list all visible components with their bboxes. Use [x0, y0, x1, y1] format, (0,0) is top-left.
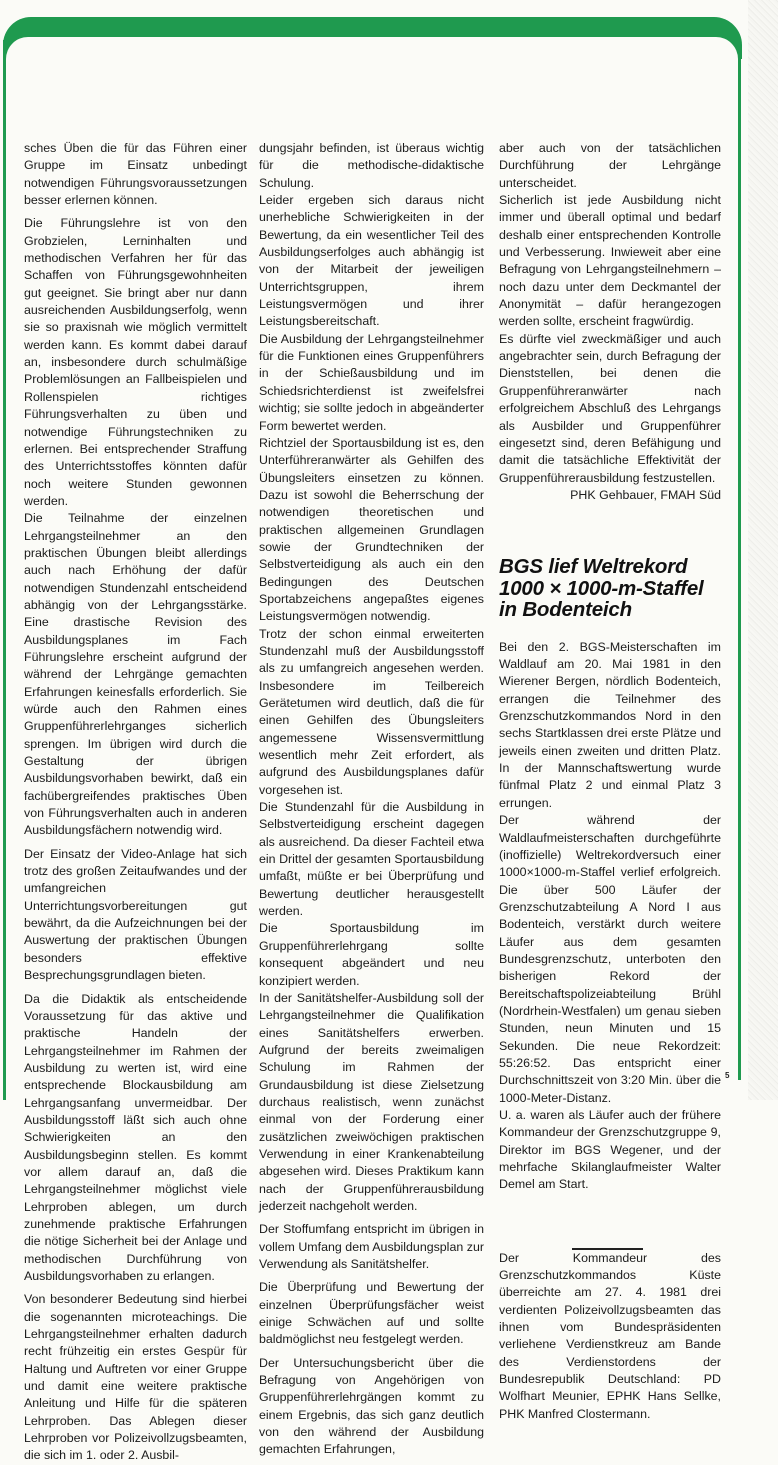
paragraph: U. a. waren als Läufer auch der frühere Kommandeur der Grenzschutzgruppe 9, Direktor im BGS Wegener, und der mehrfache Skilanglaufmeister Walter Demel am Start.: [499, 1108, 721, 1192]
headline-line: 1000 × 1000-m-Staffel: [499, 576, 704, 600]
paragraph: sches Üben die für das Führen einer Gruppe im Einsatz unbedingt notwendigen Führungsvoraussetzungen besser erlernen können.: [24, 141, 247, 208]
paragraph: Der Einsatz der Video-Anlage hat sich trotz des großen Zeitaufwandes und der umfangreichen Unterrichtungsvorbereitungen gut bewährt, da die Aufzeichnungen bei der Auswertung der praktischen Übungen besonders effektive Besprechungsgrundlagen bieten.: [24, 846, 247, 983]
paragraph: Trotz der schon einmal erweiterten Stundenzahl muß der Ausbildungsstoff als zu umfangreich angesehen werden. Insbesondere im Teilbereich Gerätetumen wird deutlich, daß die für einen Gehilfen des Übungsleiters angemessene Wissensvermittlung wesentlich mehr Zeit erfordert, als aufgrund des Ausbildungsplanes dafür vorgesehen ist.: [259, 626, 484, 797]
column-3: [499, 140, 721, 1423]
paragraph: Die Führungslehre ist von den Grobzielen, Lerninhalten und methodischen Verfahren her für das Schaffen von Führungsgewohnheiten gut geeignet. Sie bringt aber nur dann ausreichenden Ausbildungserfolg, wenn sie so praxisnah wie möglich vermittelt werden kann. Es kommt dabei darauf an, insbesondere durch schulmäßige Problemlösungen an Fallbeispielen und Rollenspielen richtiges Führungsverhalten zu üben und notwendige Führungstechniken zu erlernen. Bei entsprechender Straffung des Unterrichtsstoffes könnten dafür noch weitere Stunden gewonnen werden.: [24, 216, 247, 508]
author-signature: PHK Gehbauer, FMAH Süd: [570, 487, 721, 502]
paragraph: Der während der Waldlaufmeisterschaften durchgeführte (inoffizielle) Weltrekordversuch einer 1000×1000-m-Staffel verlief erfolgreich. Die über 500 Läufer der Grenzschutzabteilung A Nord I aus Bodenteich, verstärkt durch weitere Läufer aus dem gesamten Bundesgrenzschutz, unterboten den bisherigen Rekord der Bereitschaftspolizeiabteilung Brühl (Nordrhein-Westfalen) um genau sieben Stunden, neun Minuten und 15 Sekunden. Die neue Rekordzeit: 55:26:52. Das entspricht einer Durchschnittszeit von 3:20 Min. über die 1000-Meter-Distanz.: [499, 813, 721, 1105]
paragraph: Von besonderer Bedeutung sind hierbei die sogenannten microteachings. Die Lehrgangsteilnehmer erhalten dadurch recht frühzeitig ein erstes Gespür für Haltung und Auftreten vor einer Gruppe und damit eine weitere praktische Anleitung und Hilfe für die späteren Lehrproben. Das Ablegen dieser Lehrproben vor Polizeivollzugsbeamten, die sich im 1. oder 2. Ausbil-: [24, 1292, 247, 1463]
page-edge-texture: [748, 0, 778, 1100]
article-headline: [499, 556, 721, 621]
news-note: Der Kommandeur des Grenzschutzkommandos Küste überreichte am 27. 4. 1981 drei verdienten Polizeivollzugsbeamten das ihnen vom Bundespräsidenten verliehene Verdienstkreuz am Bande des Verdienstordens der Bundesrepublik Deutschland: PD Wolfhart Meunier, EPHK Hans Sellke, PHK Manfred Clostermann.: [499, 1250, 721, 1421]
paragraph: aber auch von der tatsächlichen Durchführung der Lehrgänge unterscheidet.: [499, 141, 721, 190]
paragraph: dungsjahr befinden, ist überaus wichtig für die methodische-didaktische Schulung.: [259, 141, 484, 190]
column-2: [259, 140, 484, 1459]
paragraph: Sicherlich ist jede Ausbildung nicht immer und überall optimal und bedarf deshalb einer entsprechenden Kontrolle und Verbesserung. Inwieweit aber eine Befragung von Lehrgangsteilnehmern – noch dazu unter dem Deckmantel der Anonymität – dafür herangezogen werden sollte, erscheint fragwürdig.: [499, 193, 721, 329]
paragraph: In der Sanitätshelfer-Ausbildung soll der Lehrgangsteilnehmer die Qualifikation eines Sanitätshelfers erwerben. Aufgrund der bereits zweimaligen Schulung im Rahmen der Grundausbildung ist diese Zielsetzung durchaus realistisch, wenn zunächst einmal von der Forderung einer zusätzlichen zweiwöchigen praktischen Verwendung in einer Krankenabteilung abgesehen wird. Dieses Praktikum kann nach der Gruppenführerausbildung jederzeit nachgeholt werden.: [259, 990, 484, 1213]
paragraph: Die Stundenzahl für die Ausbildung in Selbstverteidigung erscheint dagegen als ausreichend. Da dieser Fachteil etwa ein Drittel der gesamten Sportausbildung umfaßt, müßte er bei Überprüfung und Bewertung deutlicher herausgestellt werden.: [259, 800, 484, 919]
paragraph: Es dürfte viel zweckmäßiger und auch angebrachter sein, durch Befragung der Dienststellen, bei denen die Gruppenführeranwärter nach erfolgreichem Abschluß des Lehrgangs als Ausbilder und Gruppenführer eingesetzt sind, deren Befähigung und damit die tatsächliche Effektivität der Gruppenführerausbildung festzustellen.: [499, 331, 721, 485]
frame-inner-cutout: [6, 37, 738, 77]
green-frame-right-line: [738, 40, 741, 1080]
headline-line: in Bodenteich: [499, 598, 632, 622]
paragraph: Die Ausbildung der Lehrgangsteilnehmer für die Funktionen eines Gruppenführers in der Schießausbildung und im Schiedsrichterdienst ist zweifelsfrei wichtig; sie sollte jedoch in abgeänderter Form bewertet werden.: [259, 331, 484, 433]
paragraph: Der Stoffumfang entspricht im übrigen in vollem Umfang dem Ausbildungsplan zur Verwendung als Sanitätshelfer.: [259, 1222, 484, 1271]
paragraph: Richtziel der Sportausbildung ist es, den Unterführeranwärter als Gehilfen des Übungsleiters einsetzen zu können. Dazu ist sowohl die Beherrschung der notwendigen theoretischen und praktischen allgemeinen Grundlagen sowie der Grundtechniken der Selbstverteidigung als auch ein den Bedingungen des Deutschen Sportabzeichens angepaßtes eigenes Leistungsvermögen notwendig.: [259, 435, 484, 624]
paragraph: Bei den 2. BGS-Meisterschaften im Waldlauf am 20. Mai 1981 in den Wierener Bergen, nördlich Bodenteich, errangen die Teilnehmer des Grenzschutzkommandos Nord in den sechs Startklassen drei erste Plätze und jeweils einen zweiten und dritten Platz. In der Mannschaftswertung wurde fünfmal Platz 2 und einmal Platz 3 errungen.: [499, 639, 721, 810]
green-frame-left-line: [3, 40, 6, 1100]
page-number: 5: [725, 1071, 730, 1080]
paragraph: Leider ergeben sich daraus nicht unerhebliche Schwierigkeiten in der Bewertung, da ein wesentlicher Teil des Ausbildungserfolges auch abhängig ist von der Mitarbeit der jeweiligen Unterrichtsgruppen, ihrem Leistungsvermögen und ihrer Leistungsbereitschaft.: [259, 193, 484, 329]
paragraph: Die Sportausbildung im Gruppenführerlehrgang sollte konsequent abgeändert und neu konzipiert werden.: [259, 921, 484, 988]
paragraph: Der Untersuchungsbericht über die Befragung von Angehörigen von Gruppenführerlehrgängen kommt zu einem Ergebnis, das sich ganz deutlich von den während der Ausbildung gemachten Erfahrungen,: [259, 1355, 484, 1457]
headline-line: BGS lief Weltrekord: [499, 555, 688, 579]
paragraph: Die Überprüfung und Bewertung der einzelnen Überprüfungsfächer weist einige Schwächen auf und sollte baldmöglichst neu festgelegt werden.: [259, 1280, 484, 1347]
paragraph: Da die Didaktik als entscheidende Voraussetzung für das aktive und praktische Handeln der Lehrgangsteilnehmer im Rahmen der Ausbildung zu werten ist, wird eine entsprechende Blockausbildung am Lehrgangsanfang unvermeidbar. Der Ausbildungsstoff läßt sich auch ohne Schwierigkeiten an den Ausbildungsbeginn stellen. Es kommt vor allem darauf an, daß die Lehrgangsteilnehmer möglichst viele Lehrproben ablegen, um durch zunehmende praktische Erfahrungen die nötige Sicherheit bei der Anlage und methodischen Durchführung von Ausbildungsvorhaben zu erlangen.: [24, 991, 247, 1283]
column-1: [24, 140, 247, 1465]
paragraph: Die Teilnahme der einzelnen Lehrgangsteilnehmer an den praktischen Übungen bleibt allerdings auch nach Erhöhung der dafür notwendigen Stundenzahl entscheidend abhängig von der Lehrgangsstärke. Eine drastische Revision des Ausbildungsplanes im Fach Führungslehre erscheint aufgrund der während der Lehrgänge gemachten Erfahrungen keinesfalls erforderlich. Sie würde auch den Rahmen eines Gruppenführerlehrganges sicherlich sprengen. Im übrigen wird durch die Gestaltung der übrigen Ausbildungsvorhaben bewirkt, daß ein fachübergreifendes praktisches Üben von Führungsverhalten auch in anderen Ausbildungsfächern notwendig wird.: [24, 511, 247, 838]
